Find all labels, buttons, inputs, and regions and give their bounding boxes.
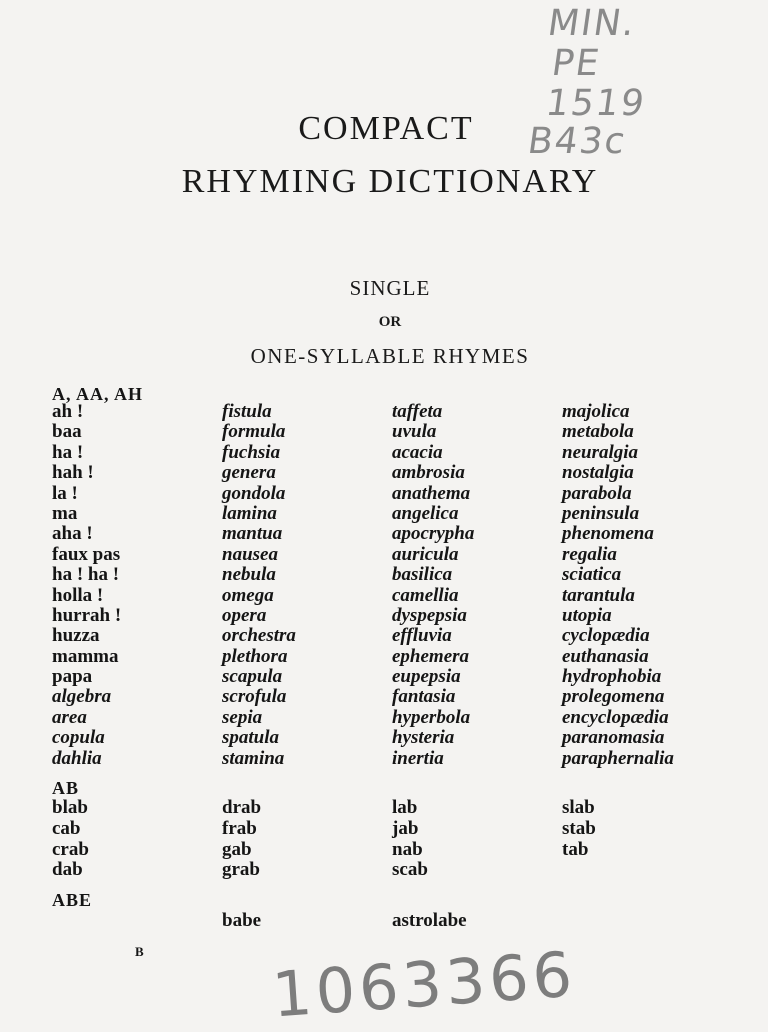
rhyme-word: nab [392,838,423,860]
rhyme-word: camellia [392,584,459,606]
rhyme-word: dab [52,859,83,881]
rhyme-word: hah ! [52,462,94,484]
rhyme-word: ha ! [52,441,84,463]
title-line-1: COMPACT [298,110,474,147]
call-number-line-1: MIN. [545,3,640,44]
rhyme-word: cab [52,817,81,839]
section-heading-a: A, AA, AH [52,384,144,404]
rhyme-word: drab [222,797,262,818]
rhyme-word: uvula [392,421,437,443]
rhyme-word: euthanasia [562,645,649,667]
rhyme-word: mamma [52,645,119,667]
rhyme-word: acacia [392,441,443,463]
rhyme-word [52,911,222,931]
rhyme-word: tab [562,838,589,860]
rhyme-word: utopia [562,604,612,626]
rhyme-word: orchestra [222,625,296,647]
word-row [52,443,732,463]
rhyme-word: genera [222,462,276,484]
rhyme-word: dyspepsia [392,604,467,626]
rhyme-word: grab [222,859,260,881]
rhyme-word: sciatica [562,564,622,586]
rhyme-word: fantasia [392,686,456,708]
rhyme-word: crab [52,838,89,860]
rhyme-word: formula [222,421,286,443]
rhyme-word: encyclopædia [562,706,669,728]
rhyme-word: hydrophobia [562,666,662,688]
rhyme-word: prolegomena [562,686,665,708]
rhyme-word: hyperbola [392,706,471,728]
word-row [52,545,732,565]
rhyme-word: frab [222,817,257,839]
word-row [52,647,732,667]
rhyme-word: slab [562,797,595,818]
rhyme-word: huzza [52,625,100,647]
rhyme-word: copula [52,727,105,749]
rhyme-word: papa [52,666,93,688]
rhyme-word: opera [222,604,267,626]
rhyme-word: ha ! ha ! [52,564,120,586]
word-row [52,819,732,840]
rhyme-word: baa [52,421,82,443]
rhyme-word: apocrypha [392,523,475,545]
rhyme-word: jab [392,817,419,839]
subtitle-line-3: ONE-SYLLABLE RHYMES [250,344,530,368]
rhyme-word: faux pas [52,543,121,565]
accession-stamp: 1063366 [269,937,579,1032]
rhyme-word: paraphernalia [562,747,674,769]
word-row [52,606,732,626]
rhyme-word: sepia [222,706,263,728]
call-number-line-3: 1519 [543,83,649,124]
rhyme-word: majolica [562,401,630,422]
rhyme-word: spatula [222,727,280,749]
call-number-line-4: B43c [525,121,630,162]
rhyme-word: aha ! [52,523,93,545]
rhyme-word: omega [222,584,274,606]
word-row [52,422,732,442]
rhyme-word: paranomasia [562,727,665,749]
rhyme-word: eupepsia [392,666,461,688]
rhyme-word [562,911,732,931]
rhyme-word: ephemera [392,645,470,667]
rhyme-word: hurrah ! [52,604,122,626]
rhyme-word: inertia [392,747,444,769]
rhyme-word: phenomena [562,523,654,545]
word-row [52,687,732,707]
section-heading-ab: AB [52,778,80,798]
rhyme-word [562,860,732,881]
rhyme-word: tarantula [562,584,635,606]
rhyme-word: ah ! [52,401,84,422]
rhyme-word: stamina [222,747,285,769]
subtitle-line-2: OR [378,314,402,330]
rhyme-word: nostalgia [562,462,634,484]
rhyme-word: ambrosia [392,462,465,484]
rhyme-word: holla ! [52,584,104,606]
word-row [52,586,732,606]
section-heading-abe: ABE [52,890,93,910]
rhyme-word: stab [562,817,596,839]
word-row [52,708,732,728]
rhyme-word: dahlia [52,747,102,769]
word-row [52,402,732,422]
word-row [52,626,732,646]
word-row [52,911,732,931]
section-ab-word-table [52,798,732,881]
rhyme-word: gondola [222,482,286,504]
rhyme-word: nebula [222,564,276,586]
word-row [52,484,732,504]
rhyme-word: scapula [222,666,283,688]
rhyme-word: astrolabe [392,910,467,931]
rhyme-word: effluvia [392,625,452,647]
rhyme-word: basilica [392,564,453,586]
word-row [52,463,732,483]
rhyme-word: auricula [392,543,459,565]
word-row [52,667,732,687]
rhyme-word: gab [222,838,252,860]
rhyme-word: mantua [222,523,283,545]
rhyme-word: area [52,706,87,728]
rhyme-word: la ! [52,482,78,504]
word-row [52,840,732,861]
rhyme-word: blab [52,797,88,818]
rhyme-word: hysteria [392,727,455,749]
word-row [52,860,732,881]
word-row [52,798,732,819]
section-a-word-table [52,402,732,769]
rhyme-word: scab [392,859,428,881]
signature-mark: B [135,944,144,959]
rhyme-word: babe [222,910,262,931]
rhyme-word: ma [52,502,78,524]
rhyme-word: fuchsia [222,441,281,463]
title-line-2: RHYMING DICTIONARY [181,163,599,200]
rhyme-word: angelica [392,502,459,524]
word-row [52,728,732,748]
word-row [52,524,732,544]
word-row [52,565,732,585]
call-number-line-2: PE [549,43,604,84]
rhyme-word: neuralgia [562,441,639,463]
rhyme-word: parabola [562,482,632,504]
word-row [52,749,732,769]
rhyme-word: regalia [562,543,617,565]
rhyme-word: plethora [222,645,288,667]
rhyme-word: lab [392,797,418,818]
rhyme-word: cyclopædia [562,625,650,647]
rhyme-word: fistula [222,401,272,422]
rhyme-word: lamina [222,502,277,524]
section-abe-word-table [52,911,732,931]
rhyme-word: algebra [52,686,112,708]
rhyme-word: scrofula [222,686,287,708]
rhyme-word: peninsula [562,502,640,524]
subtitle-line-1: SINGLE [349,276,431,300]
rhyme-word: taffeta [392,401,443,422]
rhyme-word: metabola [562,421,634,443]
rhyme-word: anathema [392,482,471,504]
word-row [52,504,732,524]
rhyme-word: nausea [222,543,278,565]
